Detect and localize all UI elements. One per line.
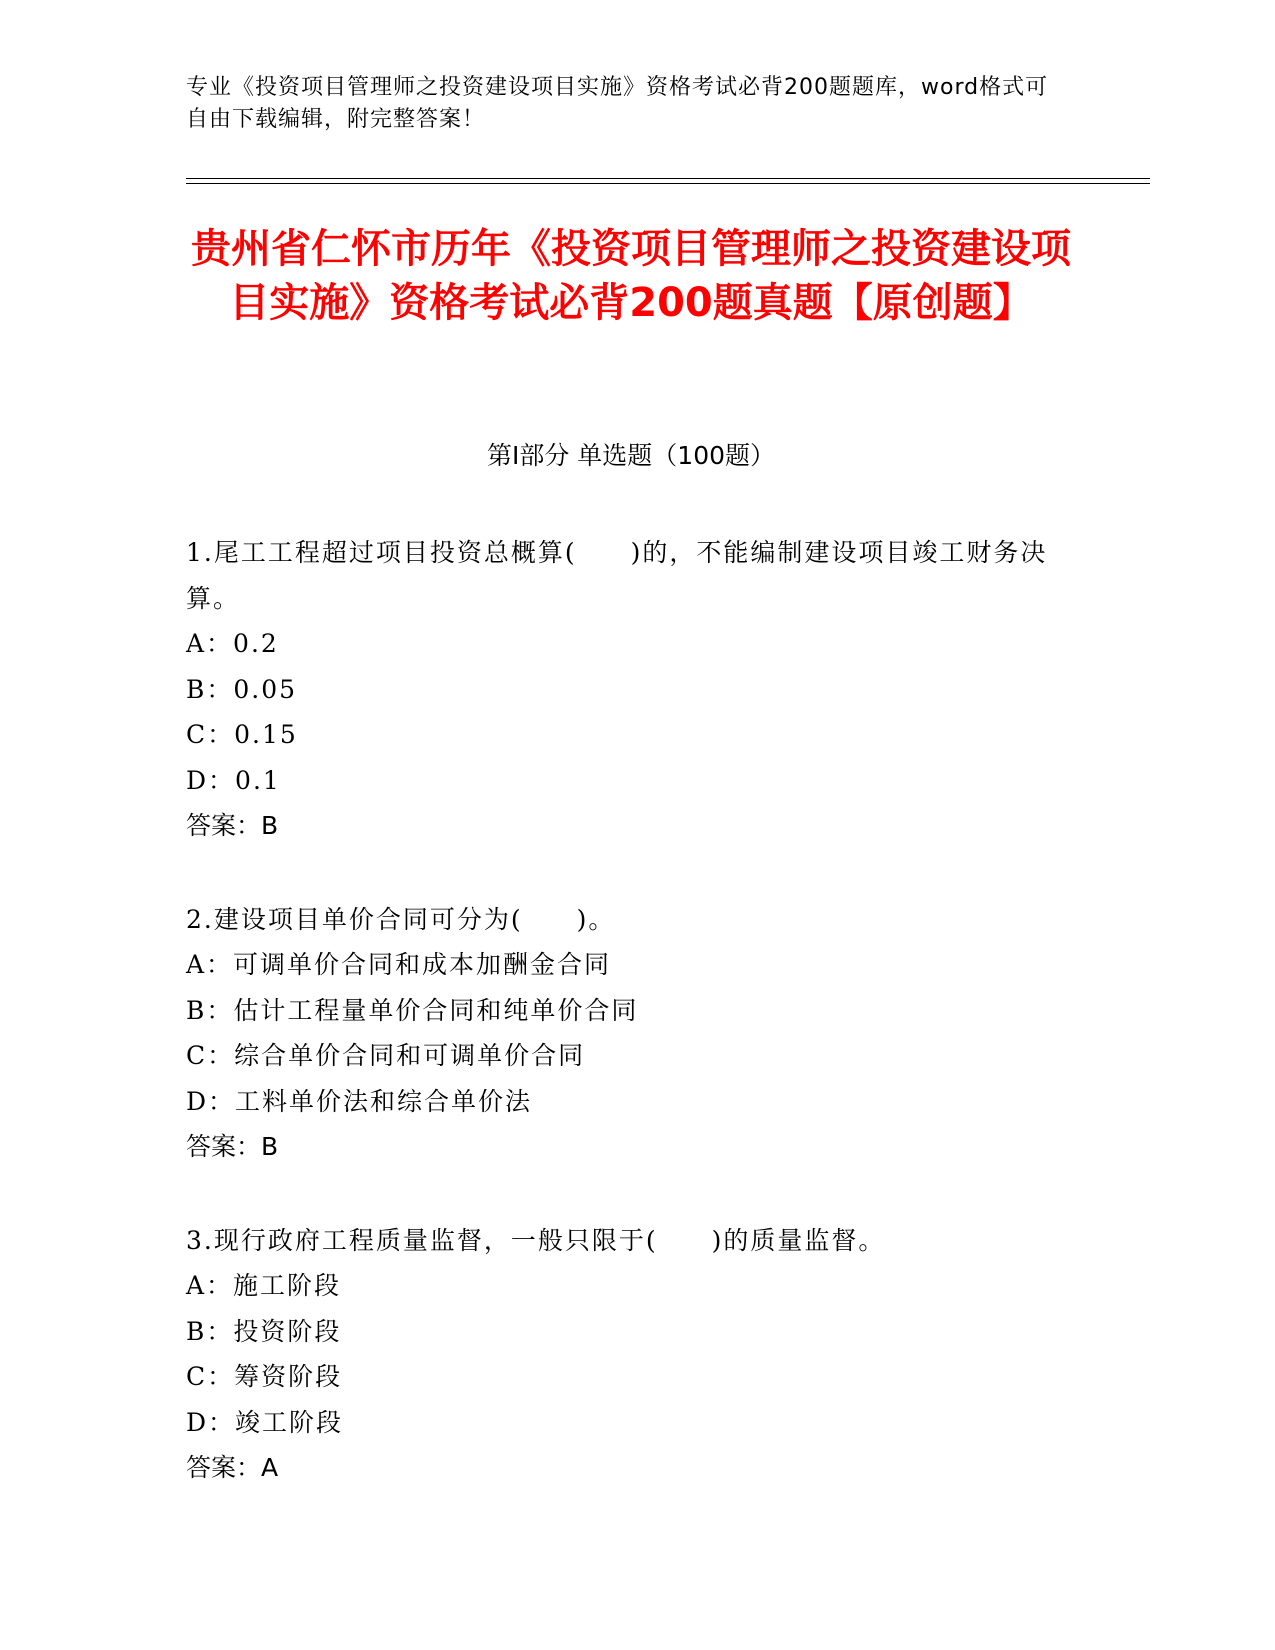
question-2 — [186, 897, 1086, 1170]
question-stem: 1.尾工工程超过项目投资总概算( )的，不能编制建设项目竣工财务决算。 — [186, 538, 1048, 613]
answer: 答案：A — [186, 1453, 279, 1482]
section-heading: 第Ⅰ部分 单选题（100题） — [486, 441, 776, 470]
question-stem: 2.建设项目单价合同可分为( )。 — [186, 904, 616, 934]
option-b: B：0.05 — [186, 674, 298, 704]
answer: 答案：B — [186, 1132, 279, 1161]
question-stem: 3.现行政府工程质量监督，一般只限于( )的质量监督。 — [186, 1225, 886, 1255]
option-d: D：0.1 — [186, 765, 281, 795]
header-divider-top — [186, 178, 1150, 179]
option-d: D：工料单价法和综合单价法 — [186, 1086, 533, 1116]
option-b: B：估计工程量单价合同和纯单价合同 — [186, 995, 639, 1025]
option-a: A：施工阶段 — [186, 1271, 342, 1300]
question-3 — [186, 1218, 1086, 1491]
option-a: A：可调单价合同和成本加酬金合同 — [186, 950, 612, 979]
page-header: 专业《投资项目管理师之投资建设项目实施》资格考试必背200题题库，word格式可自由下载编辑，附完整答案！ — [186, 75, 1049, 132]
document-title: 贵州省仁怀市历年《投资项目管理师之投资建设项目实施》资格考试必背200题真题【原创题】 — [191, 226, 1071, 326]
answer: 答案：B — [186, 811, 279, 840]
option-c: C：综合单价合同和可调单价合同 — [186, 1041, 586, 1070]
option-c: C：筹资阶段 — [186, 1362, 343, 1391]
header-divider-bottom — [186, 183, 1150, 184]
question-1 — [186, 530, 1086, 849]
option-a: A：0.2 — [186, 629, 279, 658]
option-c: C：0.15 — [186, 720, 298, 749]
option-b: B：投资阶段 — [186, 1316, 342, 1346]
question-list — [186, 530, 1086, 1539]
option-d: D：竣工阶段 — [186, 1407, 344, 1437]
